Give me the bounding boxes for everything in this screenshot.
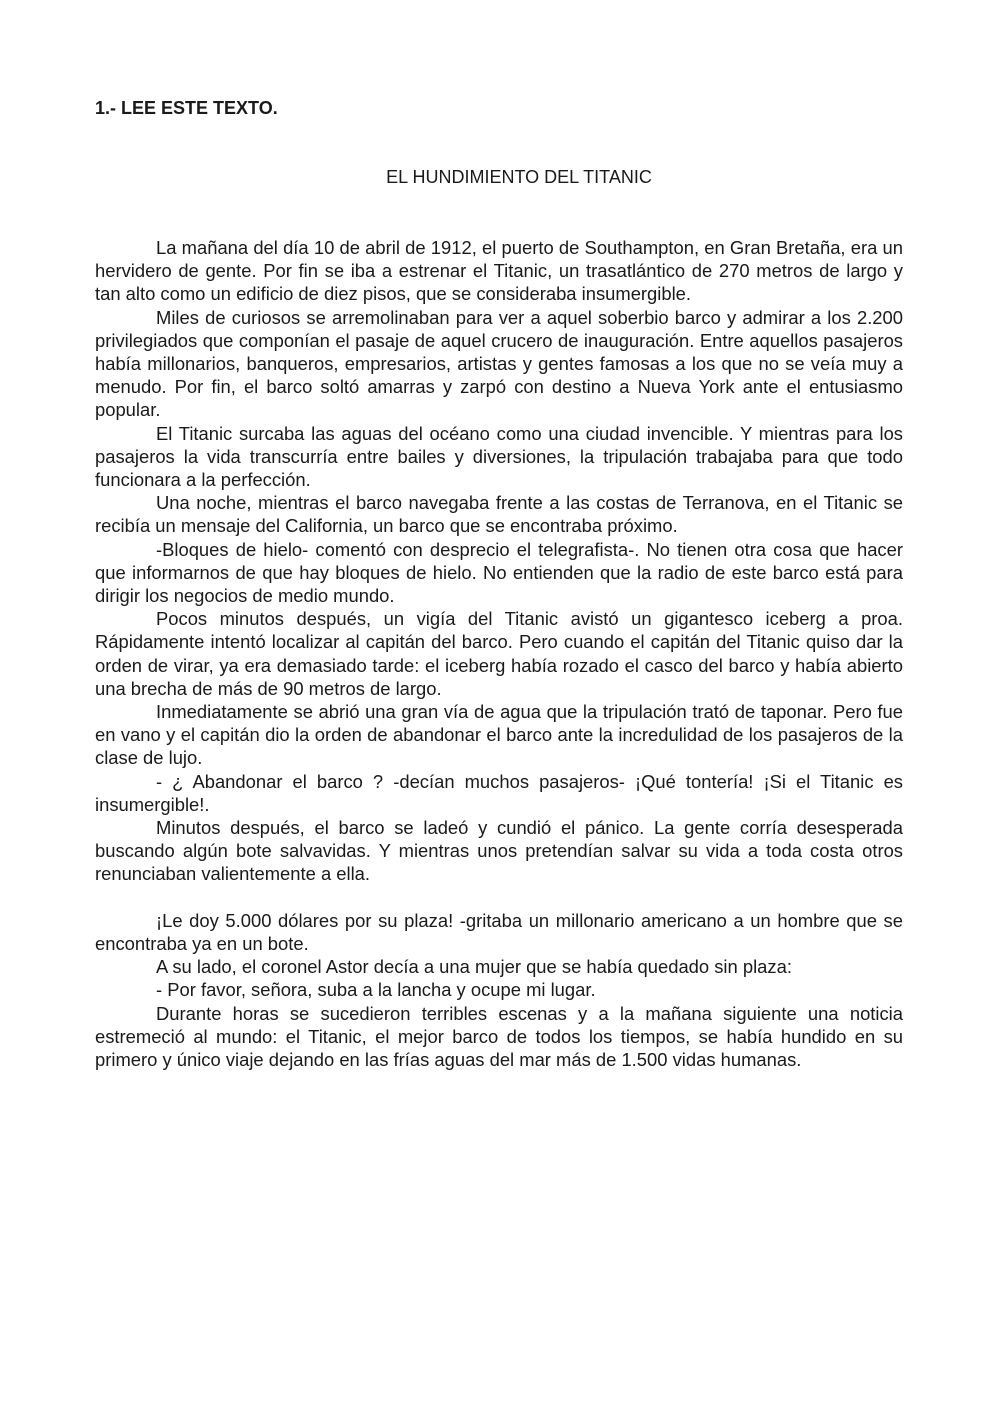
paragraph: Una noche, mientras el barco navegaba frente a las costas de Terranova, en el Titanic se recibía un mensaje del California, un barco que se encontraba próximo. xyxy=(95,492,903,537)
paragraph: Inmediatamente se abrió una gran vía de agua que la tripulación trató de taponar. Pero fue en vano y el capitán dio la orden de abandonar el barco ante la incredulidad de los pasajeros de la clase de lujo. xyxy=(95,701,903,769)
paragraph: ¡Le doy 5.000 dólares por su plaza! -gritaba un millonario americano a un hombre que se encontraba ya en un bote. xyxy=(95,909,903,955)
story-body xyxy=(95,236,903,1071)
paragraph: - ¿ Abandonar el barco ? -decían muchos pasajeros- ¡Qué tontería! ¡Si el Titanic es insumergible!. xyxy=(95,770,903,815)
paragraph: - Por favor, señora, suba a la lancha y ocupe mi lugar. xyxy=(156,979,596,1001)
paragraph: A su lado, el coronel Astor decía a una mujer que se había quedado sin plaza: xyxy=(156,956,792,978)
story-title: EL HUNDIMIENTO DEL TITANIC xyxy=(386,167,652,187)
exercise-heading: 1.- LEE ESTE TEXTO. xyxy=(95,98,278,118)
paragraph: Durante horas se sucedieron terribles escenas y a la mañana siguiente una noticia estremeció al mundo: el Titanic, el mejor barco de todos los tiempos, se había hundido en su primero y único viaje dejando en las frías aguas del mar más de 1.500 vidas humanas. xyxy=(95,1002,903,1071)
paragraph: Pocos minutos después, un vigía del Titanic avistó un gigantesco iceberg a proa. Rápidamente intentó localizar al capitán del barco. Pero cuando el capitán del Titanic quiso dar la orden de virar, ya era demasiado tarde: el iceberg había rozado el casco del barco y había abierto una brecha de más de 90 metros de largo. xyxy=(95,608,903,699)
paragraph: Minutos después, el barco se ladeó y cundió el pánico. La gente corría desesperada buscando algún bote salvavidas. Y mientras unos pretendían salvar su vida a toda costa otros renunciaban valientemente a ella. xyxy=(95,817,903,885)
paragraph: La mañana del día 10 de abril de 1912, el puerto de Southampton, en Gran Bretaña, era un hervidero de gente. Por fin se iba a estrenar el Titanic, un trasatlántico de 270 metros de largo y tan alto como un edificio de diez pisos, que se consideraba insumergible. xyxy=(95,237,903,305)
paragraph: El Titanic surcaba las aguas del océano como una ciudad invencible. Y mientras para los pasajeros la vida transcurría entre bailes y diversiones, la tripulación trabajaba para que todo funcionara a la perfección. xyxy=(95,422,903,491)
paragraph: -Bloques de hielo- comentó con desprecio el telegrafista-. No tienen otra cosa que hacer que informarnos de que hay bloques de hielo. No entienden que la radio de este barco está para dirigir los negocios de medio mundo. xyxy=(95,538,903,607)
paragraph: Miles de curiosos se arremolinaban para ver a aquel soberbio barco y admirar a los 2.200 privilegiados que componían el pasaje de aquel crucero de inauguración. Entre aquellos pasajeros había millonarios, banqueros, empresarios, artistas y gentes famosas a los que no se veía muy a menudo. Por fin, el barco soltó amarras y zarpó con destino a Nueva York ante el entusiasmo popular. xyxy=(95,306,903,421)
